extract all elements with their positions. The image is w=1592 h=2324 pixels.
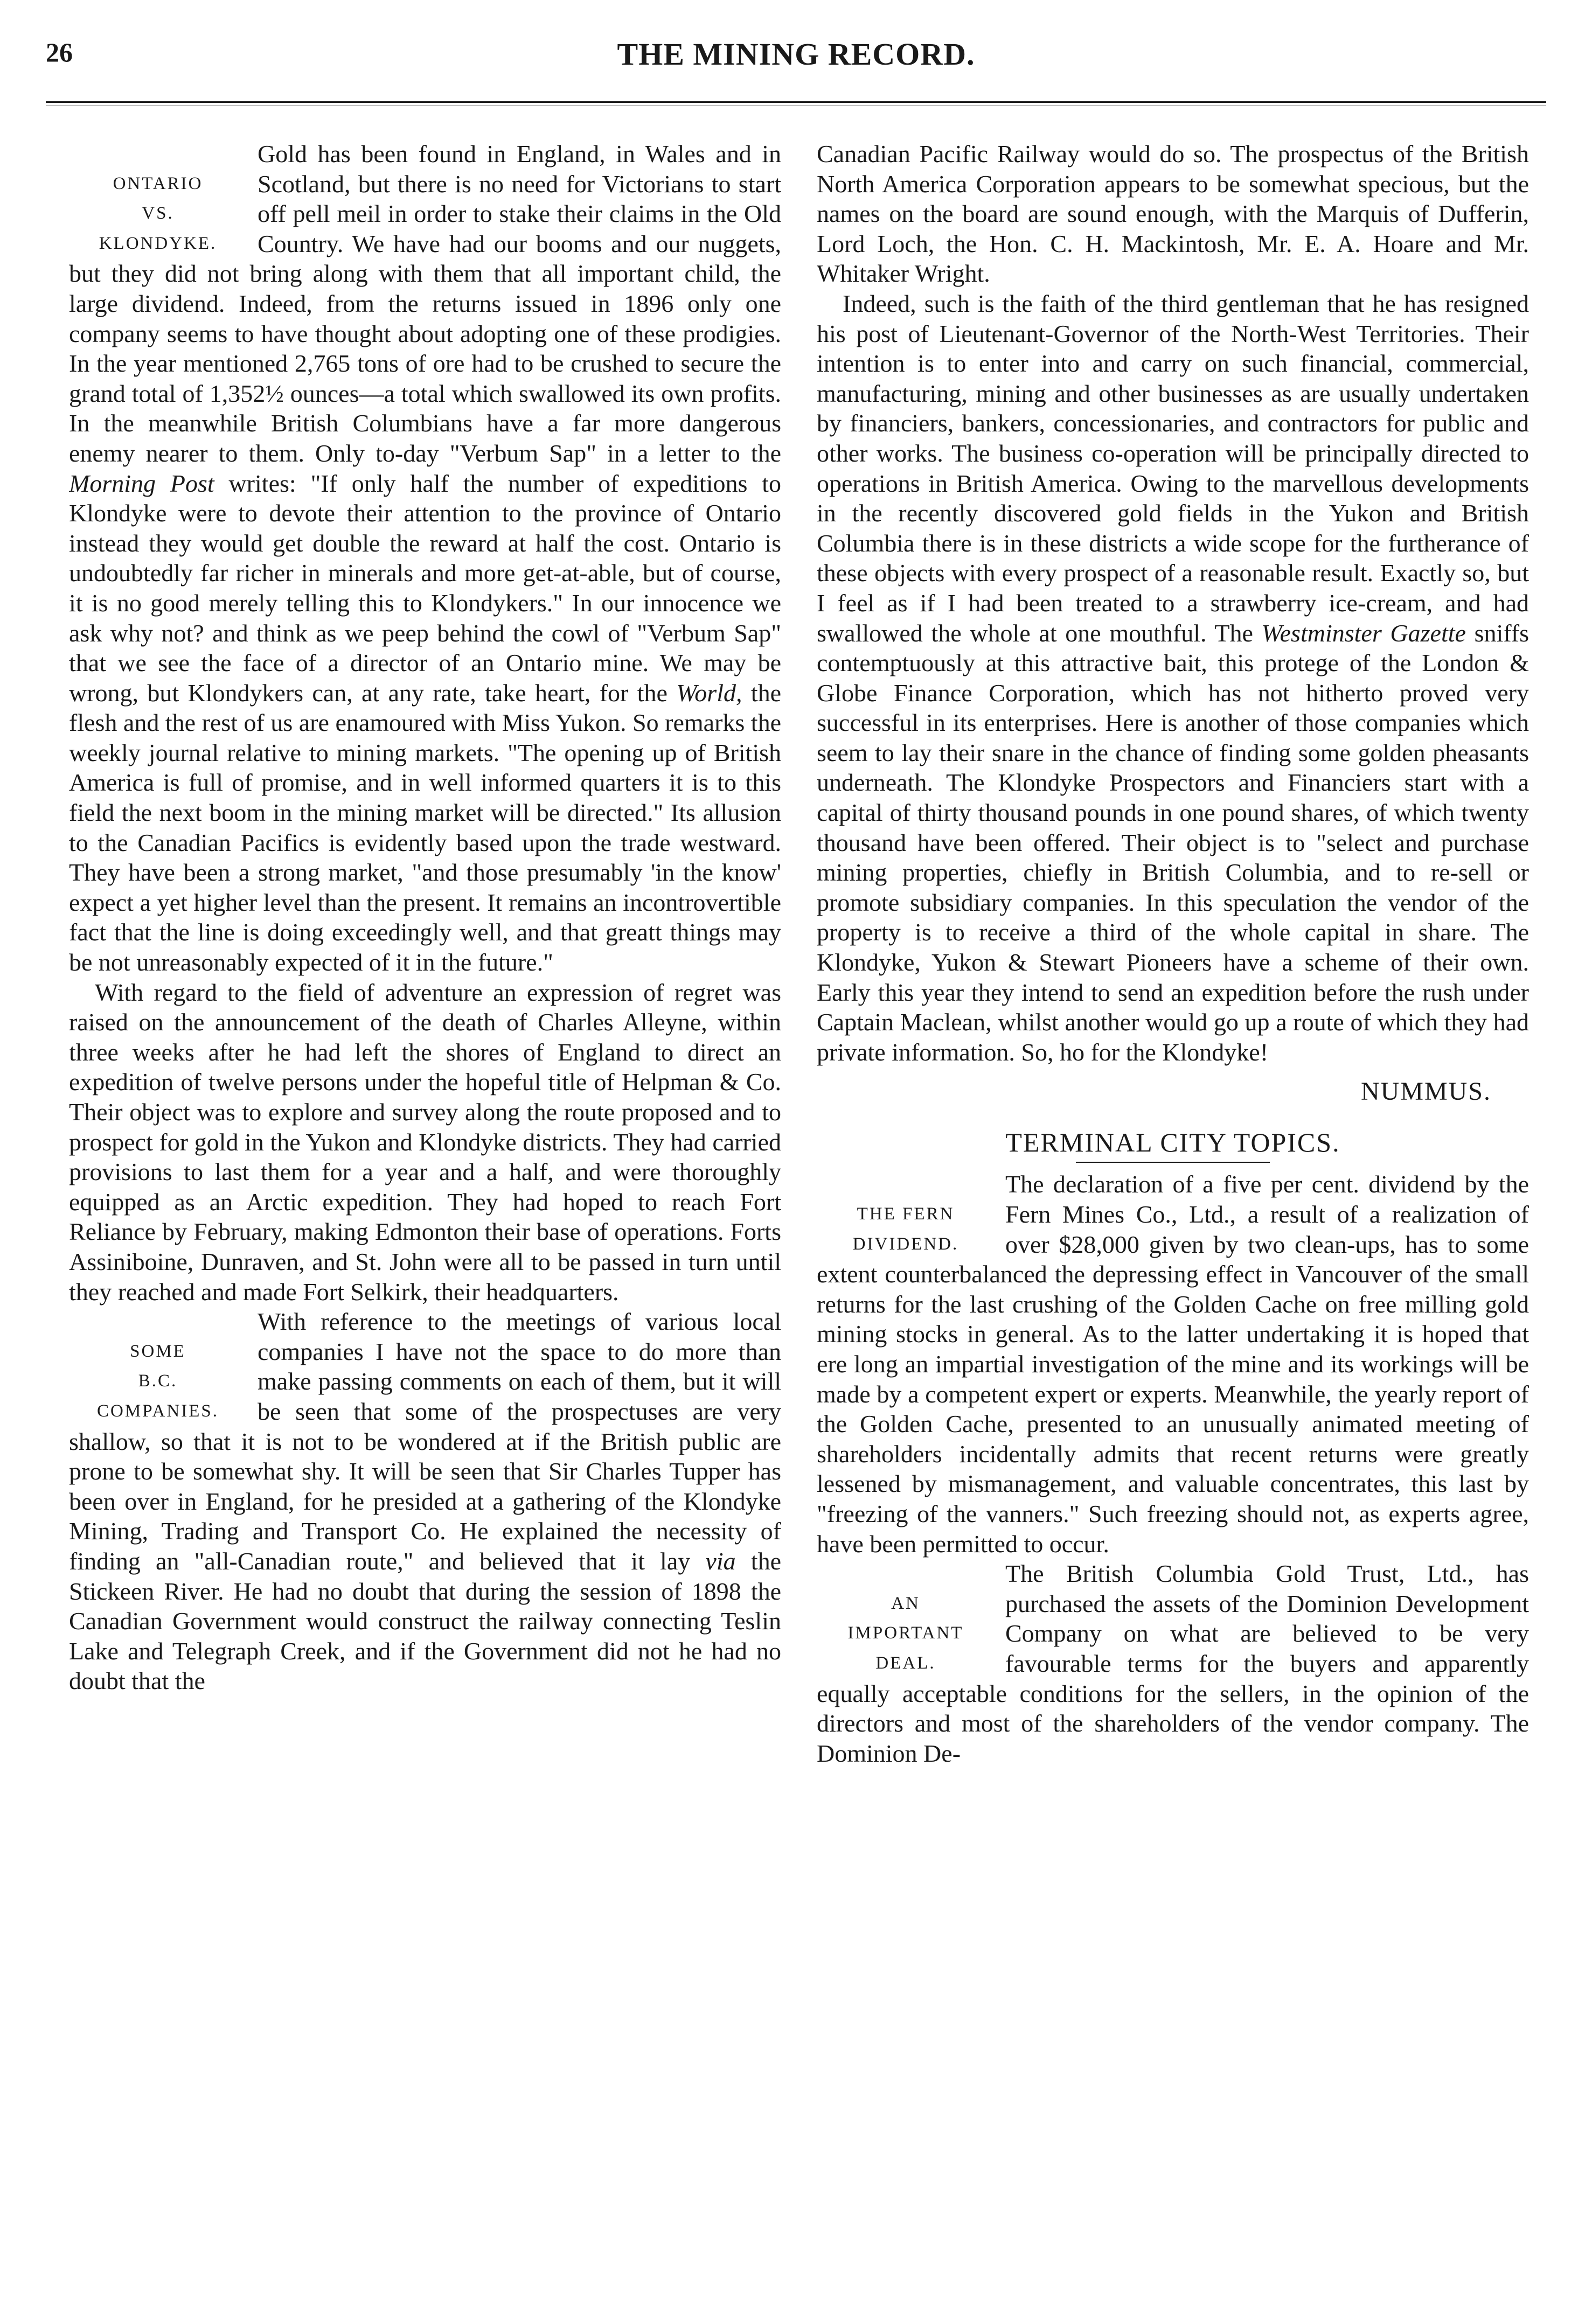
sidenote-line: THE FERN: [857, 1204, 955, 1224]
header-rule: [46, 101, 1546, 103]
article-paragraph: Indeed, such is the faith of the third gentleman that he has resigned his post of Lieutenant-Governor of the North-West Territories. Their intention is to enter into and carry on such financial, commercial, manufacturing, mining and other businesses as are usually undertaken by financiers, bankers, concessionaries, and contractors for public and other works. The business co-operation will be principally directed to operations in British America. Owing to the marvellous developments in the recently discovered gold fields in the Yukon and British Columbia there is in these districts a wide scope for the furtherance of these objects with every prospect of a reasonable result. Exactly so, but I feel as if I had been treated to a strawberry ice-cream, and had swallowed the whole at one mouthful. The Westminster Gazette sniffs contemptuously at this attractive bait, this protege of the London & Globe Finance Corporation, which has not hitherto proved very successful in its enterprises. Here is another of those companies which seem to lay their snare in the chance of finding some golden pheasants underneath. The Klondyke Prospectors and Financiers start with a capital of thirty thousand pounds in one pound shares, of which twenty thousand have been offered. Their object is to "select and purchase mining properties, chiefly in British Columbia, and to re-sell or promote subsidiary companies. In this speculation the vendor of the property is to receive a third of the whole capital in share. The Klondyke, Yukon & Stewart Pioneers have a scheme of their own. Early this year they intend to send an expedition before the rush under Captain Maclean, whilst another would go up a route of which they had private information. So, ho for the Klondyke!: [817, 289, 1529, 1066]
sidenote-some-bc-companies: [69, 1337, 247, 1427]
sidenote-line: B.C.: [138, 1371, 178, 1391]
article-paragraph: With reference to the meetings of various local companies I have not the space to do more than make passing comments on each of them, but it will be seen that some of the prospectuses are very shallow, so that it is not to be wondered at if the British public are prone to be somewhat shy. It will be seen that Sir Charles Tupper has been over in England, for he presided at a gathering of the Klondyke Mining, Trading and Transport Co. He explained the necessity of finding an "all-Canadian route," and believed that it lay via the Stickeen River. He had no doubt that during the session of 1898 the Canadian Government would construct the railway connecting Teslin Lake and Telegraph Creek, and if the Government did not he had no doubt that the: [69, 1308, 781, 1695]
article-paragraph: Gold has been found in England, in Wales and in Scotland, but there is no need for Victorians to start off pell meil in order to stake their claims in the Old Country. We have had our booms and our nuggets, but they did not bring along with them that all important child, the large dividend. Indeed, from the returns issued in 1896 only one company seems to have thought about adopting one of these prodigies. In the year mentioned 2,765 tons of ore had to be crushed to secure the grand total of 1,352½ ounces—a total which swallowed its own profits. In the meanwhile British Columbians have a far more dangerous enemy nearer to them. Only to-day "Verbum Sap" in a letter to the Morning Post writes: "If only half the number of expeditions to Klondyke were to devote their attention to the province of Ontario instead they would get double the reward at half the cost. Ontario is undoubtedly far richer in minerals and more get-at-able, but of course, it is no good merely telling this to Klondykers." In our innocence we ask why not? and think as we peep behind the cowl of "Verbum Sap" that we see the face of a director of an Ontario mine. We may be wrong, but Klondykers can, at any rate, take heart, for the World, the flesh and the rest of us are enamoured with Miss Yukon. So remarks the weekly journal relative to mining markets. "The opening up of British America is full of promise, and in well informed quarters it is to this field the next boom in the mining market will be directed." Its allusion to the Canadian Pacifics is evidently based upon the trade westward. They have been a strong market, "and those presumably 'in the know' expect a yet higher level than the present. It remains an incontrovertible fact that the line is doing exceedingly well, and that greatt things may be not unreasonably expected of it in the future.": [69, 140, 781, 976]
sidenote-an-important-deal: [817, 1589, 995, 1679]
article-paragraph: The declaration of a five per cent. dividend by the Fern Mines Co., Ltd., a result of a realization of over $28,000 given by two clean-ups, has to some extent counterbalanced the depressing effect in Vancouver of the small returns for the last crushing of the Golden Cache on free milling gold mining stocks in general. As to the latter undertaking it is hoped that ere long an impartial investigation of the mine and its workings will be made by a competent expert or experts. Meanwhile, the yearly report of the Golden Cache, presented to an unusually animated meeting of shareholders incidentally admits that recent returns were greatly lessened by mismanagement, and valuable concentrates, this last by "freezing of the vanners." Such freezing should not, as experts agree, have been permitted to occur.: [817, 1170, 1529, 1558]
sidenote-line: SOME: [130, 1341, 186, 1361]
sidenote-line: DIVIDEND.: [852, 1234, 959, 1254]
sidenote-line: ONTARIO: [113, 173, 203, 193]
sidenote-line: VS.: [142, 204, 174, 224]
page-number: 26: [46, 37, 73, 67]
author-signature: NUMMUS.: [1360, 1077, 1491, 1106]
sidenote-line: COMPANIES.: [97, 1401, 219, 1421]
running-head-title: THE MINING RECORD.: [617, 37, 975, 72]
sidenote-line: IMPORTANT: [847, 1623, 964, 1643]
sidenote-the-fern-dividend: [817, 1199, 995, 1259]
sidenote-line: AN: [891, 1593, 920, 1613]
left-column: [69, 139, 781, 2288]
sidenote-line: KLONDYKE.: [99, 233, 217, 253]
section-heading-rule: [1076, 1162, 1270, 1163]
right-column: [817, 139, 1529, 2288]
sidenote-ontario-vs-klondyke: [69, 169, 247, 259]
article-paragraph: With regard to the field of adventure an expression of regret was raised on the announcement of the death of Charles Alleyne, within three weeks after he had left the shores of England to direct an expedition of twelve persons under the hopeful title of Helpman & Co. Their object was to explore and survey along the route proposed and to prospect for gold in the Yukon and Klondyke districts. They had carried provisions to last them for a year and a half, and were thoroughly equipped as an Arctic expedition. They had hoped to reach Fort Reliance by February, making Edmonton their base of operations. Forts Assiniboine, Dunraven, and St. John were all to be passed in turn until they reached and made Fort Selkirk, their headquarters.: [69, 978, 781, 1306]
sidenote-line: DEAL.: [875, 1653, 936, 1673]
article-paragraph: The British Columbia Gold Trust, Ltd., has purchased the assets of the Dominion Development Company on what are believed to be very favourable terms for the buyers and apparently equally acceptable conditions for the sellers, in the opinion of the directors and most of the shareholders of the vendor company. The Dominion De-: [817, 1560, 1529, 1767]
article-paragraph: Canadian Pacific Railway would do so. The prospectus of the British North America Corporation appears to be somewhat specious, but the names on the board are sound enough, with the Marquis of Dufferin, Lord Loch, the Hon. C. H. Mackintosh, Mr. E. A. Hoare and Mr. Whitaker Wright.: [817, 140, 1529, 288]
section-heading: TERMINAL CITY TOPICS.: [1005, 1127, 1340, 1158]
